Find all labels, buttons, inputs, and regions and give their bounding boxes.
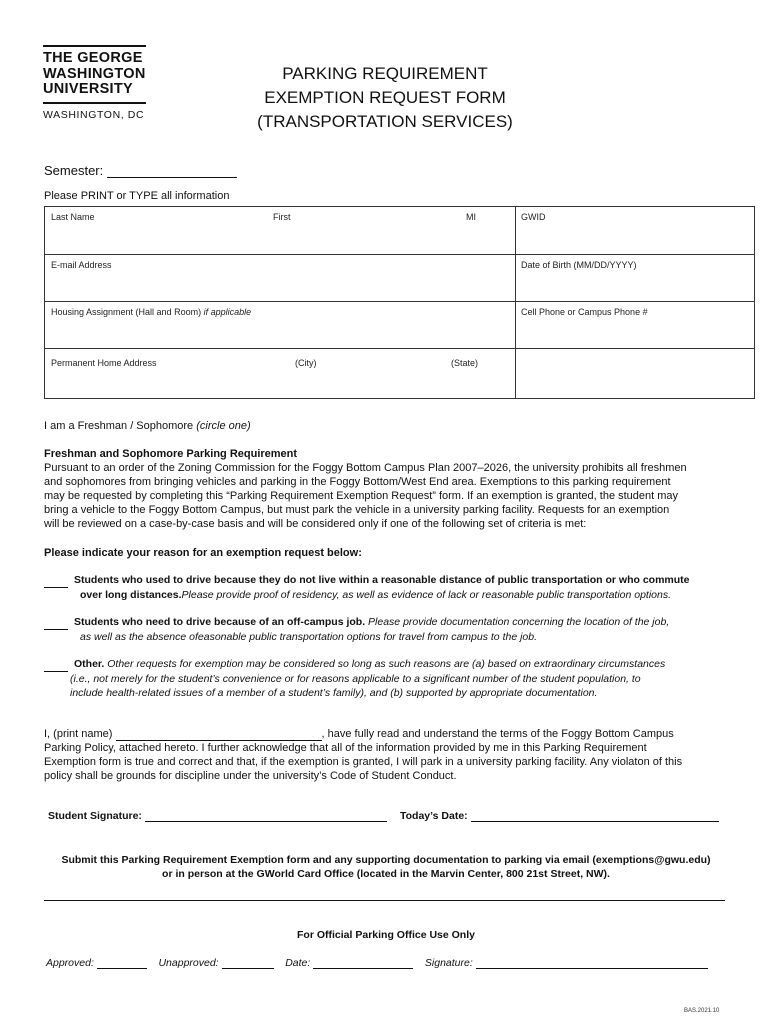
- todays-date-row: [400, 810, 719, 822]
- official-signature-line[interactable]: [476, 958, 708, 969]
- option-job: [44, 615, 734, 644]
- approved-line[interactable]: [97, 958, 147, 969]
- first-name-field[interactable]: First: [273, 212, 291, 222]
- housing-field[interactable]: [51, 307, 251, 317]
- housing-label: Housing Assignment (Hall and Room): [51, 307, 204, 317]
- official-date-label: Date:: [285, 957, 311, 969]
- todays-date-label: Today’s Date:: [400, 810, 468, 822]
- option-commute: [44, 573, 734, 602]
- unapproved-line[interactable]: [222, 958, 274, 969]
- requirement-line-2: and sophomores from bringing vehicles and parking in the Foggy Bottom/West End area. Exemptions to this parking requirement: [44, 476, 671, 488]
- class-year-text: I am a Freshman / Sophomore: [44, 420, 197, 432]
- option-job-text: Students who need to drive because of an off-campus job.: [74, 616, 366, 628]
- form-code: BAS.2021.10: [684, 1008, 720, 1014]
- last-name-field[interactable]: Last Name: [51, 212, 95, 222]
- print-note: Please PRINT or TYPE all information: [44, 190, 230, 202]
- reason-heading: Please indicate your reason for an exemption request below:: [44, 547, 362, 559]
- option-job-checkline[interactable]: [44, 615, 68, 630]
- option-other-note-2: (i.e., not merely for the student’s convenience or for reasons applicable to a significant number of the student population, to: [70, 673, 641, 685]
- logo-city: WASHINGTON, DC: [43, 108, 145, 121]
- official-use-heading: For Official Parking Office Use Only: [297, 929, 475, 941]
- student-signature-label: Student Signature:: [48, 810, 142, 822]
- option-commute-text-2: over long distances.: [80, 589, 182, 601]
- requirement-line-4: bring a vehicle to the Foggy Bottom Campus, but must park the vehicle in a university parking facility. Requests for an exemption: [44, 504, 670, 516]
- student-signature-row: [48, 810, 387, 822]
- semester-row: [44, 163, 237, 178]
- state-field[interactable]: (State): [451, 358, 479, 368]
- table-row-divider: [45, 254, 754, 255]
- requirement-line-3: may be requested by completing this “Parking Requirement Exemption Request” form. If an exemption is granted, the student may: [44, 490, 679, 502]
- official-date-line[interactable]: [313, 958, 413, 969]
- title-line-3: (TRANSPORTATION SERVICES): [257, 112, 513, 131]
- student-info-table: [44, 206, 755, 399]
- city-field[interactable]: (City): [295, 358, 317, 368]
- semester-label: Semester:: [44, 163, 104, 178]
- approved-label: Approved:: [46, 957, 94, 969]
- circle-one-note: (circle one): [196, 420, 251, 432]
- submit-line-1: Submit this Parking Requirement Exemption form and any supporting documentation to parking via email (exemptions@gwu.edu): [61, 854, 711, 866]
- form-title: [225, 62, 545, 134]
- phone-field[interactable]: Cell Phone or Campus Phone #: [521, 307, 648, 317]
- ack-line-3: Exemption form is true and correct and that, if the exemption is granted, I will park in a university parking facility. Any violaton of this: [44, 756, 683, 768]
- option-commute-note: Please provide proof of residency, as well as evidence of lack or reasonable public transportation options.: [181, 589, 672, 601]
- logo-wordmark: [43, 47, 146, 102]
- table-column-divider: [515, 207, 516, 398]
- option-other: [44, 657, 734, 700]
- ack-line-4: policy shall be grounds for discipline under the university’s Code of Student Conduct.: [44, 770, 457, 782]
- section-divider: [44, 900, 725, 901]
- dob-field[interactable]: Date of Birth (MM/DD/YYYY): [521, 260, 637, 270]
- option-other-note: Other requests for exemption may be considered so long as such reasons are (a) based on extraordinary circumstances: [104, 658, 666, 670]
- logo-line-1: THE GEORGE: [43, 50, 143, 66]
- email-field[interactable]: E-mail Address: [51, 260, 112, 270]
- logo-line-2: WASHINGTON: [43, 65, 146, 82]
- table-row-divider: [45, 348, 754, 349]
- requirement-heading: Freshman and Sophomore Parking Requirement: [44, 448, 298, 460]
- student-signature-line[interactable]: [145, 811, 387, 822]
- requirement-line-5: will be reviewed on a case-by-case basis and will be considered only if one of the following set of criteria is met:: [44, 518, 587, 530]
- requirement-line-1: Pursuant to an order of the Zoning Commission for the Foggy Bottom Campus Plan 2007–2026, the university prohibits all freshmen: [44, 462, 687, 474]
- option-commute-text: Students who used to drive because they do not live within a reasonable distance of public transportation or who commute: [74, 574, 690, 586]
- ack-text-1a: I, (print name): [44, 728, 116, 740]
- semester-input-line[interactable]: [107, 165, 237, 178]
- middle-initial-field[interactable]: MI: [466, 212, 476, 222]
- todays-date-line[interactable]: [471, 811, 719, 822]
- ack-text-1b: , have fully read and understand the terms of the Foggy Bottom Campus: [321, 728, 674, 740]
- option-other-checkline[interactable]: [44, 657, 68, 672]
- class-year-line: [44, 420, 251, 432]
- submit-instructions: [44, 853, 728, 881]
- option-job-note: Please provide documentation concerning the location of the job,: [365, 616, 670, 628]
- print-name-line[interactable]: [116, 730, 322, 741]
- home-address-field[interactable]: Permanent Home Address: [51, 358, 157, 368]
- option-commute-checkline[interactable]: [44, 573, 68, 588]
- submit-line-2: or in person at the GWorld Card Office (located in the Marvin Center, 800 21st Street, NW).: [162, 868, 610, 880]
- unapproved-label: Unapproved:: [158, 957, 219, 969]
- gwid-field[interactable]: GWID: [521, 212, 546, 222]
- housing-note: if applicable: [203, 307, 252, 317]
- official-signature-label: Signature:: [424, 957, 473, 969]
- requirement-section: [44, 447, 724, 531]
- option-job-note-2: as well as the absence ofeasonable public transportation options for travel from campus to the job.: [80, 631, 538, 643]
- title-line-1: PARKING REQUIREMENT: [282, 64, 488, 83]
- official-use-row: [46, 957, 708, 969]
- logo-line-3: UNIVERSITY: [43, 81, 134, 97]
- title-line-2: EXEMPTION REQUEST FORM: [264, 88, 506, 107]
- option-other-text: Other.: [74, 658, 105, 670]
- acknowledgement: [44, 727, 724, 783]
- ack-line-2: Parking Policy, attached hereto. I further acknowledge that all of the information provided by me in this Parking Requirement: [44, 742, 647, 754]
- option-other-note-3: include health-related issues of a member of a student’s family), and (b) supported by appropriate documentation.: [70, 687, 598, 699]
- university-logo: [43, 45, 146, 121]
- table-row-divider: [45, 301, 754, 302]
